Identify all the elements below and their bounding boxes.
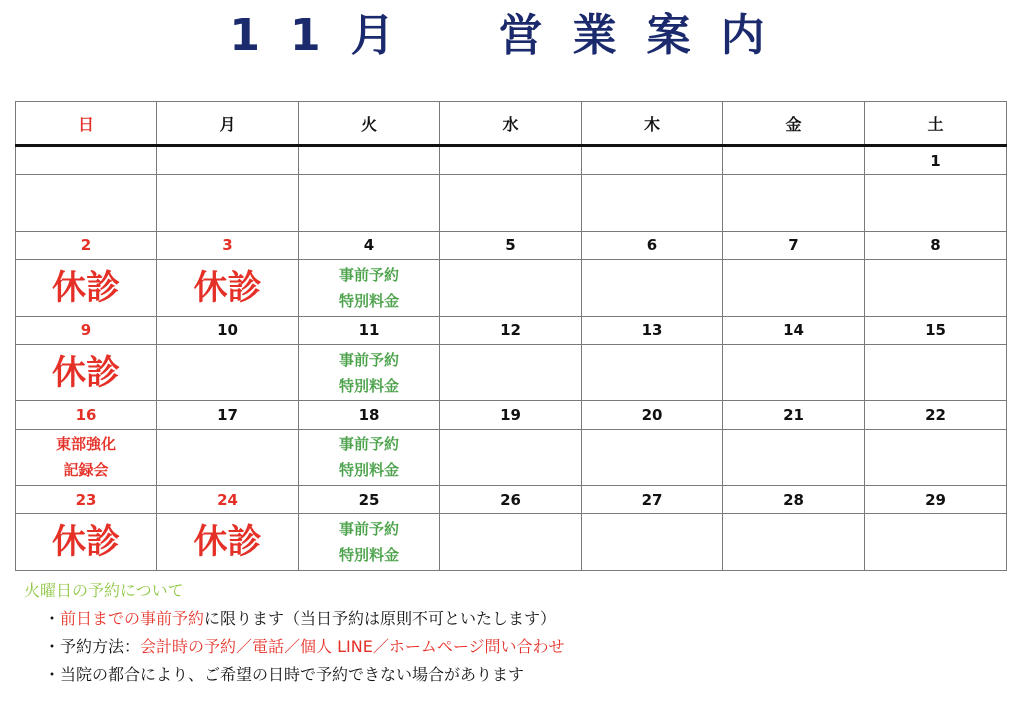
- day-cell: [582, 344, 723, 401]
- notes-heading: 火曜日の予約について: [24, 581, 184, 600]
- day-cell: [157, 175, 299, 232]
- day-number: 13: [582, 316, 723, 344]
- day-number: 1: [865, 146, 1007, 175]
- closed-label: 休診: [193, 267, 262, 308]
- weekday-tuesday: 火: [299, 102, 440, 146]
- weekday-wednesday: 水: [440, 102, 582, 146]
- day-number: 24: [157, 486, 299, 514]
- reservation-methods-text: 会計時の予約／電話／個人 LINE／ホームページ問い合わせ: [140, 637, 565, 656]
- calendar-table: [15, 101, 1007, 571]
- day-cell: [865, 514, 1007, 571]
- day-number: 12: [440, 316, 582, 344]
- day-cell: [16, 175, 157, 232]
- weekday-sunday: 日: [16, 102, 157, 146]
- day-number: [299, 146, 440, 175]
- advance-reservation-text: 前日までの事前予約: [60, 609, 205, 628]
- day-cell: [723, 175, 865, 232]
- day-number: 10: [157, 316, 299, 344]
- day-number: 14: [723, 316, 865, 344]
- day-number: [723, 146, 865, 175]
- reservation-notes: [24, 577, 1014, 689]
- event-label: 東部強化: [55, 435, 116, 454]
- day-cell: [865, 175, 1007, 232]
- closed-label: 休診: [52, 352, 120, 393]
- day-number: 5: [440, 231, 582, 259]
- day-cell: [723, 514, 865, 571]
- week-2-dates: [16, 231, 1007, 259]
- day-cell: [157, 429, 299, 486]
- day-number: 29: [865, 486, 1007, 514]
- day-number: 8: [865, 231, 1007, 259]
- bullet: ・: [44, 609, 61, 628]
- weekday-friday: 金: [723, 102, 865, 146]
- day-number: [440, 146, 582, 175]
- day-cell: [723, 344, 865, 401]
- day-number: 4: [299, 231, 440, 259]
- day-cell: [440, 514, 582, 571]
- day-cell: [16, 514, 157, 571]
- day-number: [16, 146, 157, 175]
- day-cell: [582, 175, 723, 232]
- day-cell: [723, 429, 865, 486]
- closed-label: 休診: [193, 522, 262, 563]
- notes-line-2: [24, 633, 1014, 661]
- event-label: 記録会: [63, 461, 109, 480]
- notes-line-3: ・当院の都合により、ご希望の日時で予約できない場合があります: [44, 665, 525, 684]
- special-fee-label: 特別料金: [338, 461, 399, 480]
- reserve-label: 事前予約: [338, 435, 399, 454]
- closed-label: 休診: [52, 522, 120, 563]
- day-number: 16: [16, 401, 157, 429]
- special-fee-label: 特別料金: [338, 291, 399, 310]
- week-2-content: [16, 260, 1007, 317]
- reserve-label: 事前予約: [338, 520, 399, 539]
- day-cell: [299, 175, 440, 232]
- day-cell: [299, 429, 440, 486]
- notes-line-1: [24, 605, 1014, 633]
- day-cell: [440, 344, 582, 401]
- day-cell: [16, 429, 157, 486]
- day-cell: [582, 514, 723, 571]
- day-number: 26: [440, 486, 582, 514]
- day-number: 3: [157, 231, 299, 259]
- day-number: 28: [723, 486, 865, 514]
- day-number: 2: [16, 231, 157, 259]
- day-number: 17: [157, 401, 299, 429]
- week-4-dates: [16, 401, 1007, 429]
- day-number: 19: [440, 401, 582, 429]
- week-3-content: [16, 344, 1007, 401]
- day-cell: [299, 260, 440, 317]
- day-cell: [16, 344, 157, 401]
- day-cell: [865, 344, 1007, 401]
- day-number: 15: [865, 316, 1007, 344]
- day-cell: [299, 514, 440, 571]
- day-number: 21: [723, 401, 865, 429]
- week-5-dates: [16, 486, 1007, 514]
- day-number: 7: [723, 231, 865, 259]
- day-number: 20: [582, 401, 723, 429]
- day-number: 6: [582, 231, 723, 259]
- day-cell: [723, 260, 865, 317]
- day-cell: [865, 429, 1007, 486]
- week-4-content: [16, 429, 1007, 486]
- day-cell: [440, 429, 582, 486]
- day-cell: [299, 344, 440, 401]
- day-cell: [157, 260, 299, 317]
- reserve-label: 事前予約: [338, 265, 399, 284]
- day-cell: [582, 429, 723, 486]
- weekday-monday: 月: [157, 102, 299, 146]
- special-fee-label: 特別料金: [338, 546, 399, 565]
- notes-line-1-rest: に限ります（当日予約は原則不可といたします）: [204, 609, 557, 628]
- weekday-thursday: 木: [582, 102, 723, 146]
- day-number: [157, 146, 299, 175]
- week-3-dates: [16, 316, 1007, 344]
- week-5-content: [16, 514, 1007, 571]
- day-number: 9: [16, 316, 157, 344]
- special-fee-label: 特別料金: [338, 376, 399, 395]
- day-cell: [440, 260, 582, 317]
- day-number: 11: [299, 316, 440, 344]
- day-number: [582, 146, 723, 175]
- reserve-label: 事前予約: [338, 350, 399, 369]
- reservation-method-label: ・予約方法：: [44, 637, 141, 656]
- weekday-saturday: 土: [865, 102, 1007, 146]
- day-cell: [157, 344, 299, 401]
- closed-label: 休診: [52, 267, 120, 308]
- weekday-header-row: [16, 102, 1007, 146]
- day-number: 27: [582, 486, 723, 514]
- day-cell: [865, 260, 1007, 317]
- day-cell: [16, 260, 157, 317]
- day-number: 18: [299, 401, 440, 429]
- day-cell: [582, 260, 723, 317]
- day-number: 25: [299, 486, 440, 514]
- day-number: 22: [865, 401, 1007, 429]
- day-cell: [157, 514, 299, 571]
- day-cell: [440, 175, 582, 232]
- week-1-dates: [16, 146, 1007, 175]
- page-title: 11月 営業案内: [229, 10, 795, 61]
- week-1-content: [16, 175, 1007, 232]
- day-number: 23: [16, 486, 157, 514]
